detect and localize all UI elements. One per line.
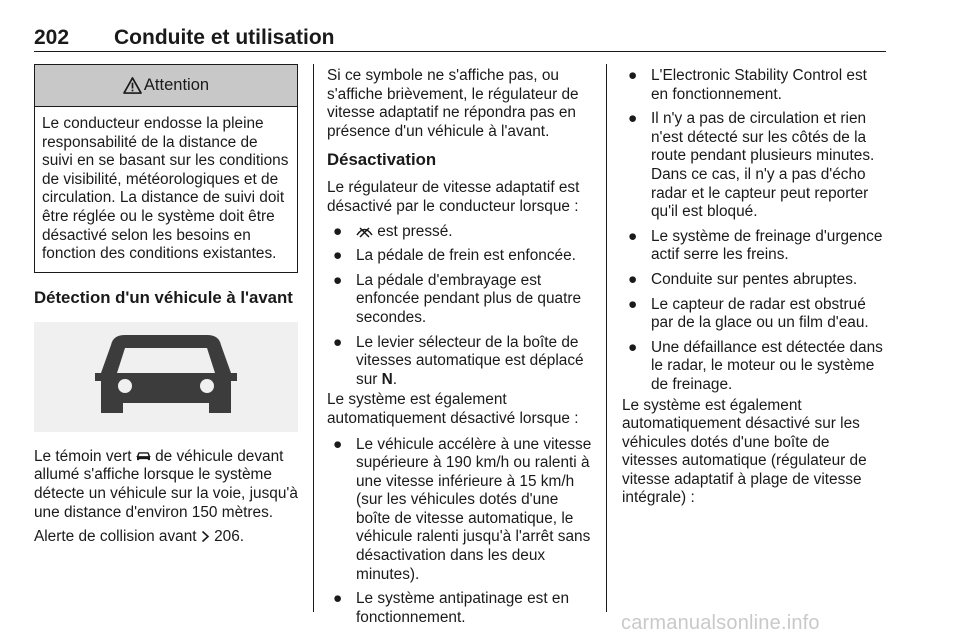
attention-title: Attention [143, 76, 210, 95]
detection-paragraph: Le témoin vert de véhicule devant allumé s'affiche lorsque le système détecte un véhicule sur la voie, jusqu'à une distance d'environ 150 mètres. [34, 447, 298, 521]
column-1 [34, 64, 298, 547]
attention-box [34, 64, 298, 273]
column-2 [327, 64, 593, 627]
list-item: ● Le véhicule accélère à une vitesse supérieure à 190 km/h ou ralenti à une vitesse inférieure à 15 km/h (sur les véhicules dotés d'une boîte de vitesse automatique, le véhicule ralenti jusqu'à l'arrêt sans désactivation dans les deux minutes). [333, 435, 592, 583]
section-heading-detection: Détection d'un véhicule à l'avant [34, 287, 293, 307]
auto-deactivation-list [327, 436, 593, 628]
attention-header [35, 65, 297, 107]
warning-triangle-icon [123, 77, 142, 94]
list-item: ● L'Electronic Stability Control est en fonctionnement. [628, 67, 867, 103]
intro-paragraph: Si ce symbole ne s'affiche pas, ou s'affiche brièvement, le régulateur de vitesse adaptatif ne répondra pas en présence d'un véhicule à l'avant. [327, 67, 579, 140]
list-item: ● Le système de freinage d'urgence actif serre les freins. [628, 227, 883, 264]
list-item: ● Le levier sélecteur de la boîte de vitesses automatique est déplacé sur N. [333, 333, 584, 388]
conditions-list [622, 67, 888, 395]
deactivation-list [327, 223, 593, 390]
column-3 [622, 64, 888, 508]
list-item: ● La pédale de frein est enfoncée. [333, 247, 576, 265]
page-header [34, 22, 886, 52]
list-item: ● Une défaillance est détectée dans le radar, le moteur ou le système de freinage. [628, 338, 883, 393]
attention-body: Le conducteur endosse la pleine responsabilité de la distance de suivi en se basant sur les conditions de visibilité, météorologiques et de circulation. La distance de suivi doit être réglée ou le système doit être désactivé selon les besoins en fonction des conditions existantes. [42, 115, 289, 263]
vehicle-ahead-icon [91, 329, 241, 425]
list-item: ● Le capteur de radar est obstrué par de la glace ou un film d'eau. [628, 295, 869, 332]
vehicle-ahead-icon [136, 450, 151, 463]
collision-alert-reference: Alerte de collision avant 206. [34, 528, 245, 546]
list-item: ● La pédale d'embrayage est enfoncée pendant plus de quatre secondes. [333, 271, 582, 326]
watermark: carmanualsonline.info [621, 612, 820, 634]
chapter-title: Conduite et utilisation [114, 26, 335, 49]
page-number: 202 [34, 26, 70, 49]
list-item: ● Le système antipatinage est en fonctionnement. [333, 590, 570, 626]
auto-deactivation-paragraph: Le système est également automatiquement désactivé lorsque : [327, 391, 579, 427]
list-item: ● Il n'y a pas de circulation et rien n'est détecté sur les côtés de la route pendant plusieurs minutes. Dans ce cas, il n'y a pas d'écho radar et le capteur peut reporter qu'il est bloqué. [628, 110, 875, 221]
vehicle-ahead-figure [34, 322, 298, 432]
page-reference-icon [201, 530, 210, 543]
cruise-cancel-icon [356, 225, 373, 238]
column-divider [606, 64, 607, 612]
section-heading-deactivation: Désactivation [327, 150, 437, 170]
full-speed-range-paragraph: Le système est également automatiquement désactivé sur les véhicules dotés d'une boîte de vitesses automatique (régulateur de vitesse adaptatif à plage de vitesse intégrale) : [622, 396, 867, 507]
column-divider [313, 64, 314, 612]
list-item: ● Conduite sur pentes abruptes. [628, 270, 858, 288]
deactivation-paragraph: Le régulateur de vitesse adaptatif est désactivé par le conducteur lorsque : [327, 179, 580, 215]
list-item: ● est pressé. [333, 222, 453, 240]
